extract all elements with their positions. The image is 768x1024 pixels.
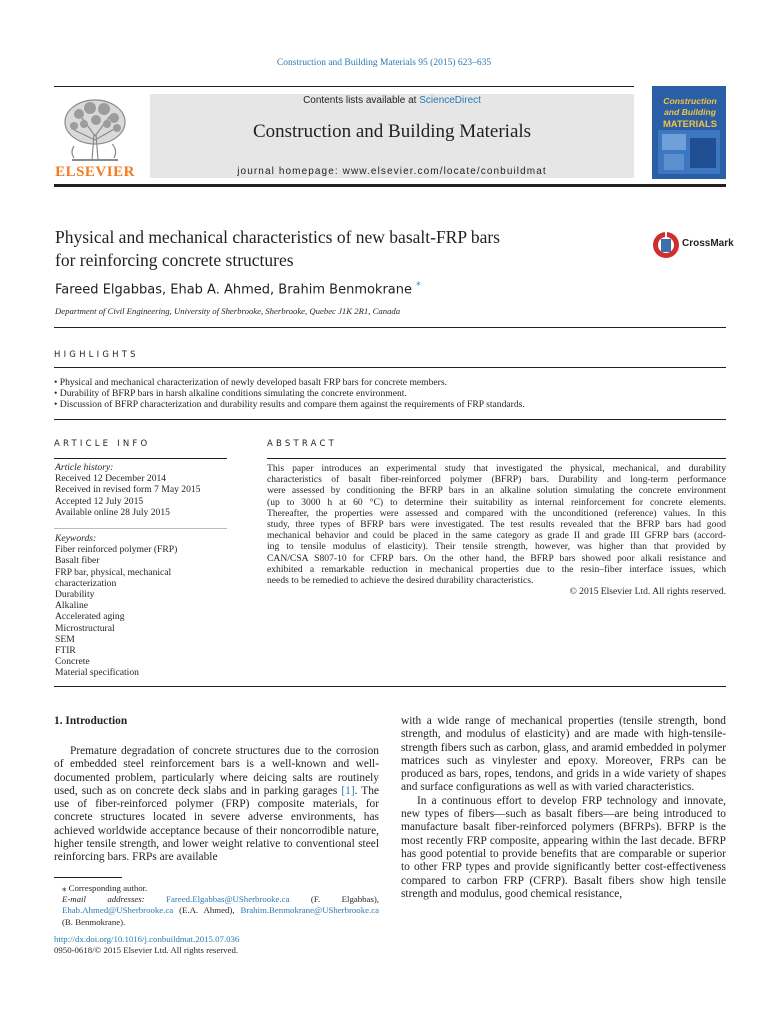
intro-right-column [401,715,726,901]
highlights-top-rule [54,367,726,368]
cover-artwork [658,130,720,174]
journal-title: Construction and Building Materials [252,121,532,142]
highlights-heading: HIGHLIGHTS [54,350,139,360]
issn-line: 0950-0618/© 2015 Elsevier Ltd. All rights reserved. [54,945,239,956]
abstract-heading: ABSTRACT [267,439,338,449]
abstract-rule [267,458,726,459]
keyword: Microstructural [55,622,115,634]
abstract-body: This paper introduces an experimental study that investigated the physical, mechanical, and durability characteristics of basalt fiber-reinforced polymer (BFRP) bars. Durability and long-term performance were assessed by conditioning the BFRP bars in an alkaline solution simulating the concrete environment (up to 3000 h at 60 °C) to determine their suitability as internal reinforcement for concrete elements. Thereafter, the properties were assessed and compared with the unconditioned (reference) values. In this study, three types of BFRP bars were investigated. The test results revealed that the BFRP bars had good mechanical behavior and could be placed in the same category as grade II and grade III GFRP bars (accord- ing to tensile modulus of elasticity). Their tensile strength, however, was higher than that provided by CAN/CSA S807-10 for CFRP bars. On the other hand, the BFRP bars showed poor alkali resistance and exhibited a remarkable reduction in mechanical properties due to the resin–fiber interface issues, which needs to be remedied to achieve the desired durability characteristics. © 2015 Elsevier Ltd. All rights reserved. [267,463,726,598]
keyword: Alkaline [55,600,89,612]
journal-cover-image[interactable] [652,86,726,179]
header-top-rule [54,86,634,87]
article-history: Article history: Received 12 December 2014 Received in revised form 7 May 2015 Accepted 12 July 2015 Available online 28 July 2015 [55,462,201,518]
article-info-heading: ARTICLE INFO [54,439,151,449]
footnote-block [54,883,379,956]
corresponding-author-mark[interactable]: * [416,281,421,291]
corresponding-author-note: ⁎ Corresponding author. [62,883,148,893]
email-link[interactable]: Ehab.Ahmed@USherbrooke.ca [62,905,174,916]
author-affiliation: Department of Civil Engineering, University of Sherbrooke, Sherbrooke, Quebec J1K 2R1, Canada [55,306,401,316]
highlights-list [54,377,726,411]
keyword: Material specification [55,667,139,679]
intro-paragraph: In a continuous effort to develop FRP technology and innovate, new types of fibers—such as basalt fibers—are being introduced to manufacture basalt fiber-reinforced polymers (BFRPs). BFRP is the most recently FRP composite, appearing within the last decade. BFRP has good potential to provide benefits that are comparable or superior to other FRP types and provide significantly better cost-effectiveness compared to carbon FRP (CFRP). Basalt fibers show high tensile strength and modulus, good chemical resistance, [401,794,726,900]
citation-link[interactable]: Construction and Building Materials 95 (2015) 623–635 [276,58,492,68]
sciencedirect-link[interactable]: ScienceDirect [419,95,481,106]
keywords-block: Keywords: Fiber reinforced polymer (FRP) Basalt fiber FRP bar, physical, mechanical characterization Durability Alkaline Accelerated aging Microstructural SEM FTIR Concrete Material specification [55,533,227,679]
section-heading-introduction: 1. Introduction [54,715,128,727]
keyword: Fiber reinforced polymer (FRP) [55,544,178,556]
highlight-item: • Discussion of BFRP characterization and durability results and compare them against the requirements of FRP standards. [54,399,726,410]
journal-homepage[interactable]: journal homepage: www.elsevier.com/locate/conbuildmat [237,166,547,177]
keyword: Durability [55,589,95,601]
abstract-copyright: © 2015 Elsevier Ltd. All rights reserved. [569,586,726,598]
intro-paragraph: with a wide range of mechanical properties (tensile strength, bond strength, and modulus of elasticity) and are made with high-tensile-strength fibers such as carbon, glass, and aramid embedded in polymer matrices such as vinylester and epoxy. Moreover, FRPs can be produced as bars, ropes, tendons, and grids in a wide variety of shapes and surface configurations as well as with varied characteristics. [401,715,726,794]
header-bottom-rule [54,184,726,187]
intro-paragraph: Premature degradation of concrete structures due to the corrosion of embedded steel reinforcement bars is a well-known and well-documented problem, particularly where deicing salts are routinely used, such as on concrete deck slabs and in parking garages [1]. The use of fiber-reinforced polymer (FRP) composite materials, for concrete structures located in severe adverse environments, has achieved worldwide acceptance because of their noncorrodible nature, higher tensile strength, and lower weight relative to conventional steel reinforcing bars. FRPs are available [54,745,379,864]
keyword: FRP bar, physical, mechanical [55,566,172,578]
author-list: Fareed Elgabbas, Ehab A. Ahmed, Brahim Benmokrane * [55,281,421,298]
keyword: characterization [55,577,117,589]
email-link[interactable]: Fareed.Elgabbas@USherbrooke.ca [166,894,290,905]
keyword: FTIR [55,645,76,657]
paper-title: Physical and mechanical characteristics of new basalt-FRP bars for reinforcing concrete structures [55,227,500,270]
keyword: Accelerated aging [55,611,125,623]
keyword: Concrete [55,656,90,668]
intro-left-column [54,745,379,865]
email-link[interactable]: Brahim.Benmokrane@USherbrooke.ca [240,905,379,916]
title-bottom-rule [54,327,726,328]
crossmark-icon[interactable] [652,229,680,261]
keywords-separator [54,528,227,529]
journal-citation[interactable] [0,58,768,68]
keyword: SEM [55,633,75,645]
crossmark-label[interactable]: CrossMark [682,238,734,249]
article-info-rule [54,458,227,459]
highlight-item: • Durability of BFRP bars in harsh alkaline conditions simulating the concrete environment. [54,388,726,399]
highlight-item: • Physical and mechanical characterization of newly developed basalt FRP bars for concrete members. [54,377,726,388]
front-matter-bottom-rule [54,686,726,687]
reference-link[interactable]: [1] [341,784,355,797]
elsevier-wordmark: ELSEVIER [55,164,135,180]
contents-line: Contents lists available at ScienceDirect [303,95,481,106]
cover-title: Construction and Building MATERIALS [663,96,717,129]
highlights-bottom-rule [54,419,726,420]
footnote-rule [54,877,122,878]
doi-link[interactable]: http://dx.doi.org/10.1016/j.conbuildmat.2015.07.036 [54,933,240,944]
email-addresses: E-mail addresses: Fareed.Elgabbas@USherbrooke.ca (F. Elgabbas), Ehab.Ahmed@USherbrooke.ca (E.A. Ahmed), Brahim.Benmokrane@USherbrooke.ca (B. Benmokrane). [62,894,379,927]
keyword: Basalt fiber [55,555,100,567]
